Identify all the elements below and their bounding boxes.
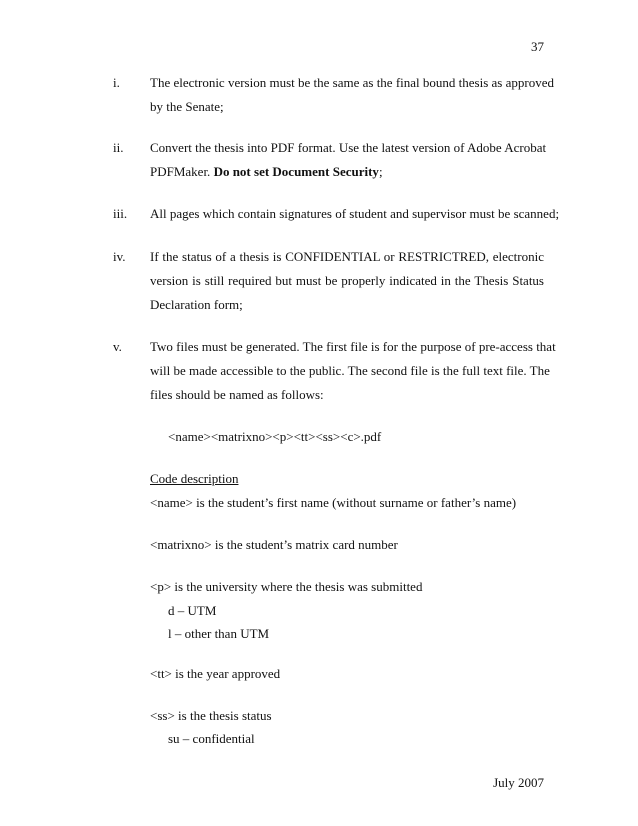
code-description-heading-text: Code description <box>150 471 239 486</box>
code-matrixno-description: <matrixno> is the student’s matrix card number <box>150 537 398 552</box>
item-v-line-3: files should be named as follows: <box>150 387 324 402</box>
item-ii-line-2-suffix: ; <box>378 164 383 179</box>
item-marker-v: v. <box>113 339 122 354</box>
item-iv-line-3: Declaration form; <box>150 297 243 312</box>
code-name-description: <name> is the student’s first name (without surname or father’s name) <box>150 495 517 510</box>
item-v-line-1: Two files must be generated. The first file is for the purpose of pre-access that <box>150 339 556 354</box>
code-ss-option-confidential: su – confidential <box>168 731 255 746</box>
item-ii-line-2-prefix: PDFMaker. <box>150 164 214 179</box>
item-iv-line-2: version is still required but must be properly indicated in the Thesis Status <box>150 273 544 288</box>
code-p-option-utm: d – UTM <box>168 603 217 618</box>
item-v-line-2: will be made accessible to the public. The second file is the full text file. The <box>150 363 550 378</box>
filename-format: <name><matrixno><p><tt><ss><c>.pdf <box>168 429 382 444</box>
item-i-line-1: The electronic version must be the same as the final bound thesis as approved <box>150 75 554 90</box>
item-marker-iii: iii. <box>113 206 128 221</box>
code-description-heading <box>150 471 238 487</box>
item-ii-line-2 <box>150 164 383 180</box>
code-tt-description: <tt> is the year approved <box>150 666 281 681</box>
item-iv-line-1: If the status of a thesis is CONFIDENTIAL or RESTRICTRED, electronic <box>150 249 544 264</box>
item-ii-line-1: Convert the thesis into PDF format. Use the latest version of Adobe Acrobat <box>150 140 547 155</box>
security-warning: Do not set Document Security <box>213 164 379 179</box>
item-marker-iv: iv. <box>113 249 126 264</box>
item-marker-ii: ii. <box>113 140 124 155</box>
item-iii-line-1: All pages which contain signatures of student and supervisor must be scanned; <box>150 206 560 221</box>
code-ss-description: <ss> is the thesis status <box>150 708 272 723</box>
item-i-line-2: by the Senate; <box>150 99 224 114</box>
item-marker-i: i. <box>113 75 120 90</box>
code-p-description: <p> is the university where the thesis was submitted <box>150 579 423 594</box>
footer-date: July 2007 <box>493 775 544 790</box>
page-number: 37 <box>531 39 544 54</box>
code-p-option-other: l – other than UTM <box>168 626 270 641</box>
